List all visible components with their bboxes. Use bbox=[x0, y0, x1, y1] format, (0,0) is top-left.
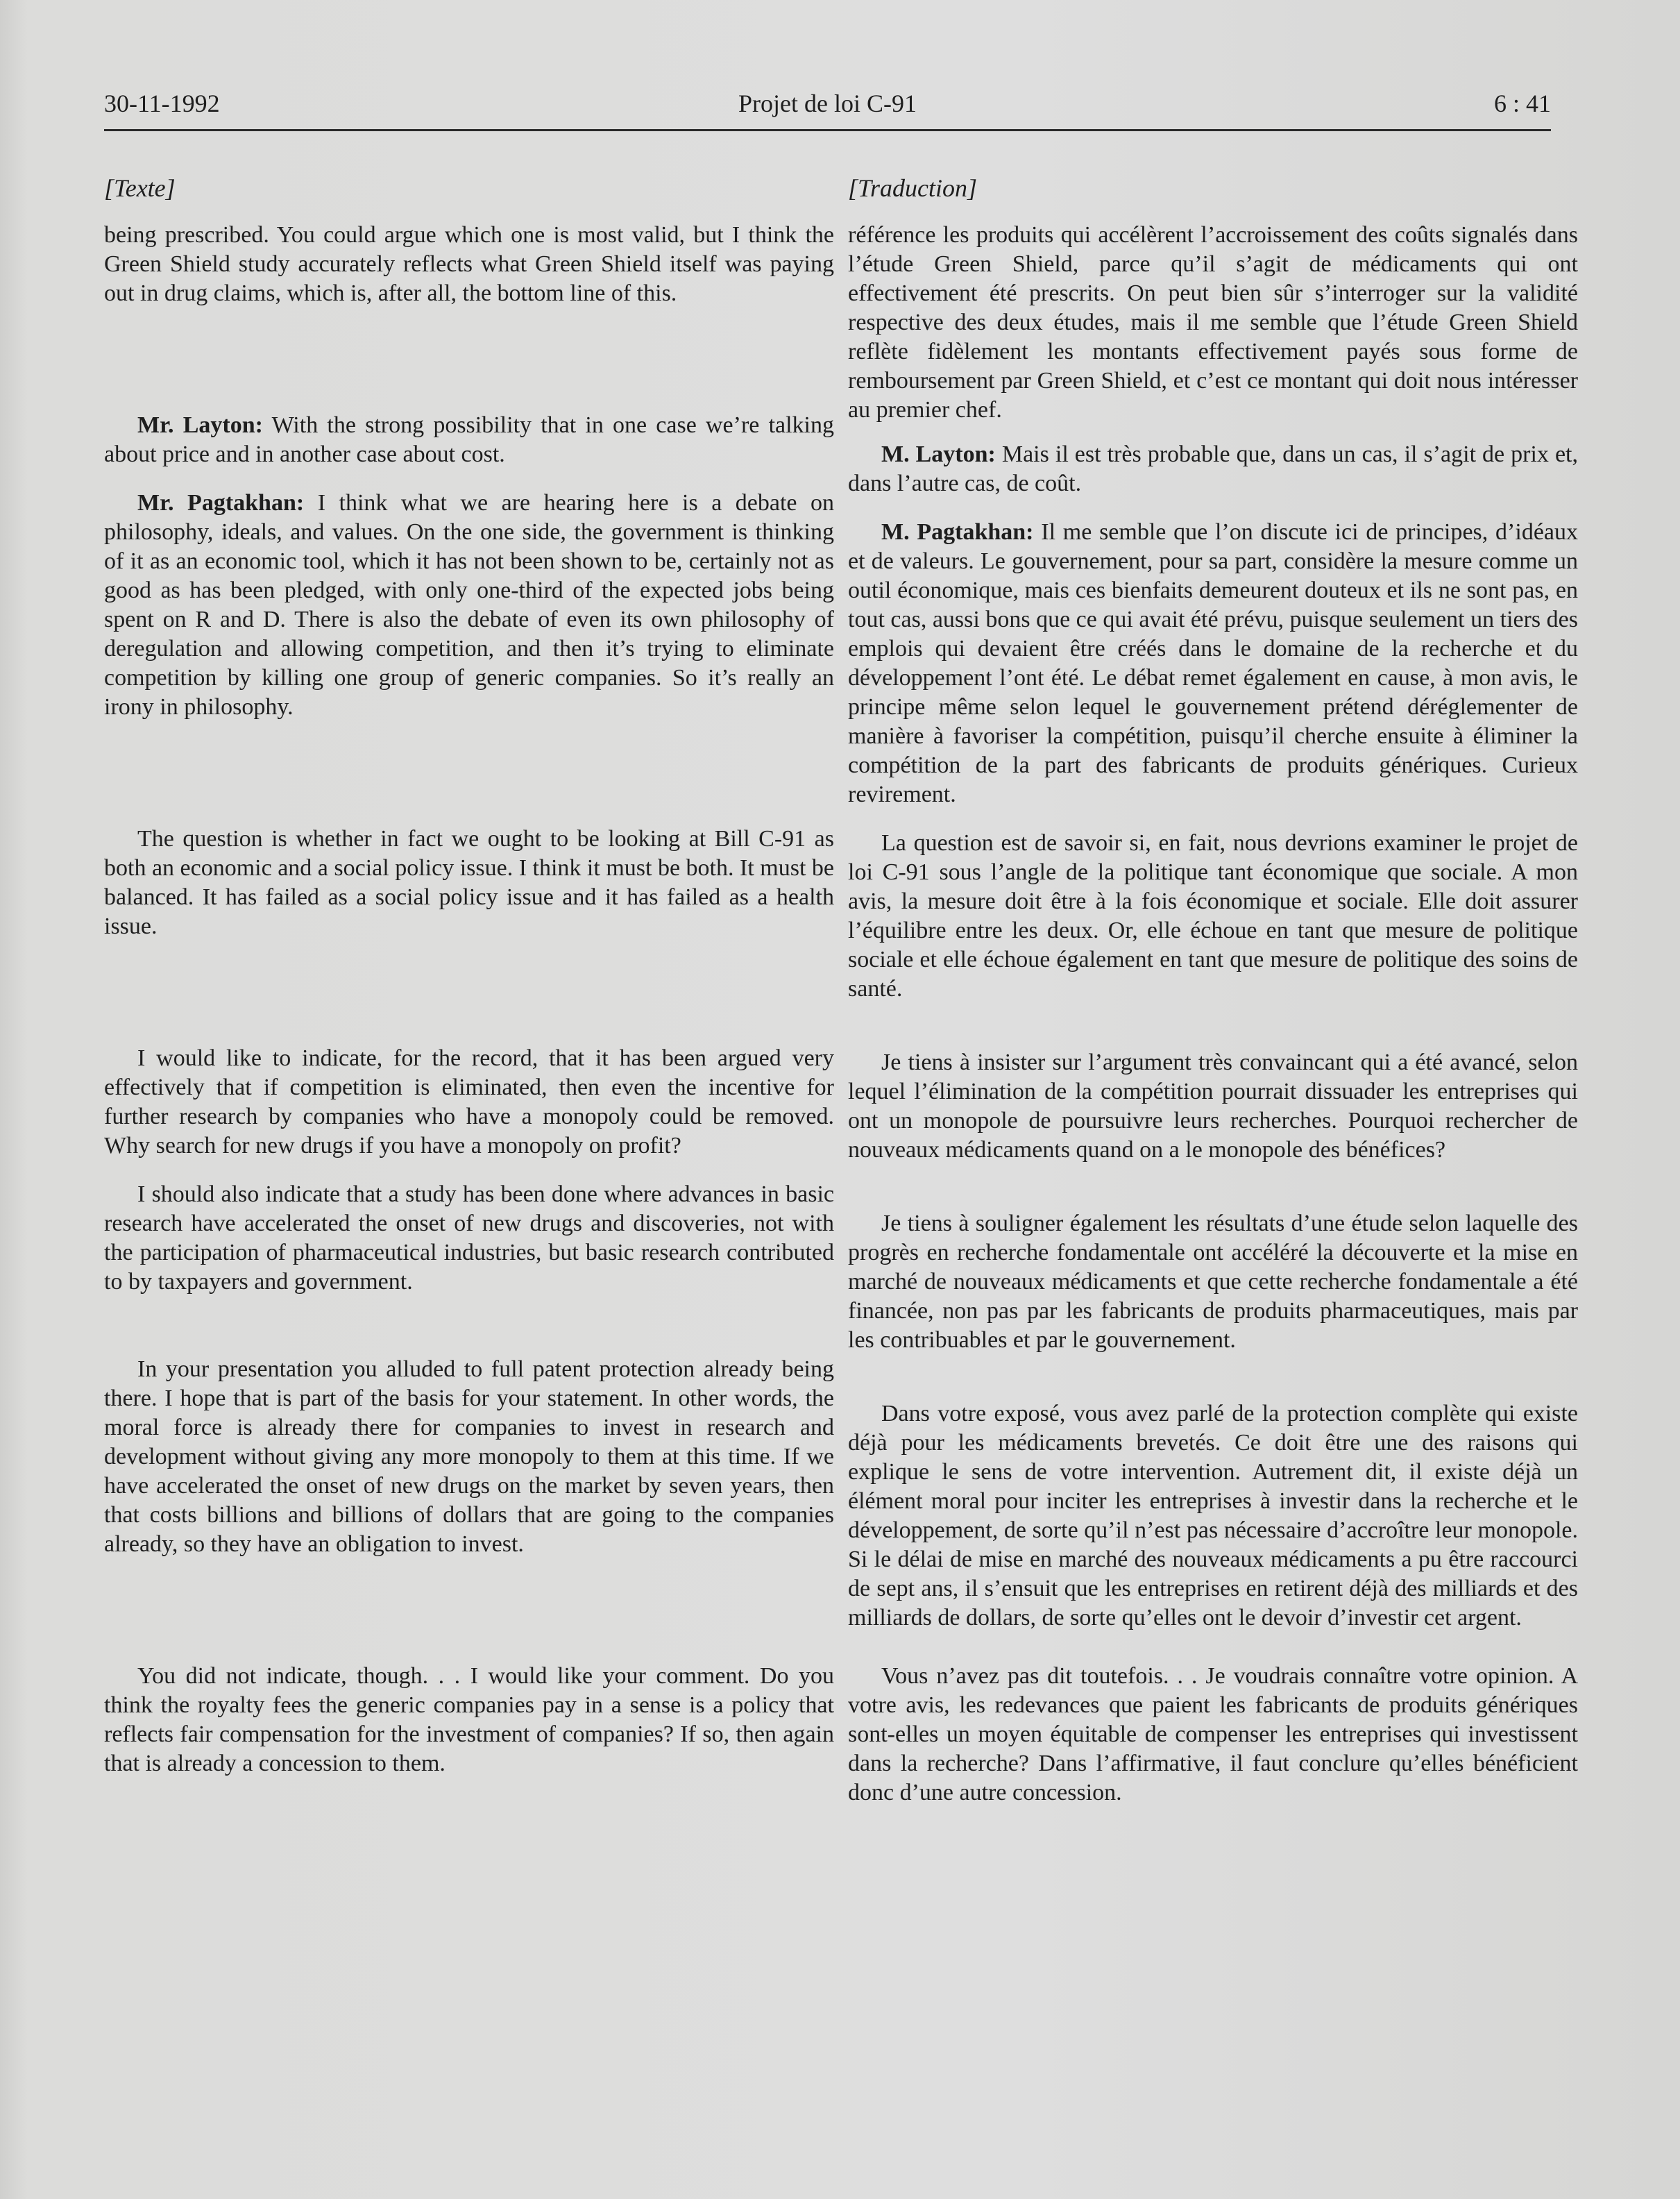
header-rule bbox=[104, 129, 1551, 131]
left-paragraph-5: I would like to indicate, for the record, that it has been argued very effectively that if competition is eliminated, then even the incentive for further research by companies who have a monopoly could be removed. Why search for new drugs if you have a monopoly on profit? bbox=[104, 1045, 834, 1159]
right-paragraph-pagtakhan bbox=[848, 518, 1578, 809]
header-date: 30-11-1992 bbox=[104, 90, 220, 117]
right-paragraph-5: Je tiens à insister sur l’argument très convaincant qui a été avancé, selon lequel l’élimination de la compétition pourrait dissuader les entreprises qui ont un monopole de poursuivre leurs recherches. Pourquoi rechercher de nouveaux médicaments quand on a le monopole des bénéfices? bbox=[848, 1050, 1578, 1163]
right-paragraph-6: Je tiens à souligner également les résultats d’une étude selon laquelle des progrès en recherche fondamentale ont accéléré la découverte et la mise en marché de nouveaux médicaments et que cette recherche fondamentale a été financée, non pas par les fabricants de produits pharmaceutiques, mais par les contribuables et par le gouvernement. bbox=[848, 1211, 1578, 1353]
left-column-english bbox=[104, 174, 834, 1778]
header-page-number: 6 : 41 bbox=[1493, 90, 1551, 117]
speech-text: With the strong possibility that in one case we’re talking about price and in another case about cost. bbox=[104, 412, 835, 467]
left-paragraph-layton bbox=[104, 411, 834, 469]
right-paragraph-8: Vous n’avez pas dit toutefois. . . Je voudrais connaître votre opinion. A votre avis, les redevances que paient les fabricants de produits génériques sont-elles un moyen équitable de compenser les entreprises qui investissent dans la recherche? Dans l’affirmative, il faut conclure qu’elles bénéficient donc d’une autre concession. bbox=[848, 1663, 1578, 1805]
left-paragraph-1: being prescribed. You could argue which one is most valid, but I think the Green Shield study accurately reflects what Green Shield itself was paying out in drug claims, which is, after all, the bottom line of this. bbox=[104, 222, 834, 306]
speaker-name: M. Layton: bbox=[881, 441, 996, 467]
speech-text: Mais il est très probable que, dans un cas, il s’agit de prix et, dans l’autre cas, de coût. bbox=[848, 441, 1578, 496]
speaker-name: Mr. Layton: bbox=[137, 412, 263, 438]
right-paragraph-7: Dans votre exposé, vous avez parlé de la protection complète qui existe déjà pour les médicaments brevetés. Ce doit être une des raisons qui explique le sens de votre intervention. Autrement dit, il existe déjà un élément moral pour inciter les entreprises à investir dans la recherche et le développement, de sorte qu’il n’est pas nécessaire d’accroître leur monopole. Si le délai de mise en marché des nouveaux médicaments a pu être raccourci de sept ans, il s’ensuit que les entreprises en retirent déjà des milliards et des milliards de dollars, de sorte qu’elles ont le devoir d’investir cet argent. bbox=[848, 1401, 1578, 1631]
left-paragraph-6: I should also indicate that a study has been done where advances in basic research have accelerated the onset of new drugs and discoveries, not with the participation of pharmaceutical industries, but basic research contributed to by taxpayers and government. bbox=[104, 1181, 834, 1295]
header-title: Projet de loi C-91 bbox=[738, 90, 917, 117]
right-column-label: [Traduction] bbox=[848, 174, 978, 202]
page-header bbox=[104, 89, 1551, 124]
speech-text: I think what we are hearing here is a debate on philosophy, ideals, and values. On the one side, the government is thinking of it as an economic tool, which it has not been shown to be, certainly not as good as has been pledged, with only one-third of the expected jobs being spent on R and D. There is also the debate of even its own philosophy of deregulation and allowing competition, and then it’s trying to eliminate competition by killing one group of generic companies. So it’s really an irony in philosophy. bbox=[104, 490, 834, 720]
right-paragraph-layton bbox=[848, 440, 1578, 498]
left-paragraph-pagtakhan bbox=[104, 489, 834, 722]
right-paragraph-1: référence les produits qui accélèrent l’accroissement des coûts signalés dans l’étude Green Shield, parce qu’il s’agit de médicaments qui ont effectivement été prescrits. On peut bien sûr s’interroger sur la validité respective des deux études, mais il me semble que l’étude Green Shield reflète fidèlement les montants effectivement payés sous forme de remboursement par Green Shield, et c’est ce montant qui doit nous intéresser au premier chef. bbox=[848, 222, 1578, 423]
speaker-name: M. Pagtakhan: bbox=[881, 519, 1034, 545]
left-paragraph-4: The question is whether in fact we ought to be looking at Bill C-91 as both an economic and a social policy issue. I think it must be both. It must be balanced. It has failed as a social policy issue and it has failed as a health issue. bbox=[104, 826, 834, 939]
right-column-french bbox=[848, 174, 1578, 1808]
left-column-label: [Texte] bbox=[104, 174, 176, 202]
speaker-name: Mr. Pagtakhan: bbox=[137, 490, 305, 516]
right-paragraph-4: La question est de savoir si, en fait, nous devrions examiner le projet de loi C-91 sous l’angle de la politique tant économique que sociale. A mon avis, la mesure doit être à la fois économique et sociale. Elle doit assurer l’équilibre entre les deux. Or, elle échoue en tant que mesure de politique sociale et elle échoue également en tant que mesure de politique des soins de santé. bbox=[848, 830, 1578, 1002]
speech-text: Il me semble que l’on discute ici de principes, d’idéaux et de valeurs. Le gouvernement, pour sa part, considère la mesure comme un outil économique, mais ces bienfaits demeurent douteux et ils ne sont pas, en tout cas, aussi bons que ce qui avait été prévu, puisque seulement un tiers des emplois qui devaient être créés dans le domaine de la recherche et du développement l’ont été. Le débat remet également en cause, à mon avis, le principe même selon lequel le gouvernement prétend déréglementer de manière à favoriser la compétition, puisqu’il cherche ensuite à éliminer la compétition de la part des fabricants de produits génériques. Curieux revirement. bbox=[848, 519, 1578, 807]
left-paragraph-7: In your presentation you alluded to full patent protection already being there. I hope that is part of the basis for your statement. In other words, the moral force is already there for companies to invest in research and development without giving any more monopoly to them at this time. If we have accelerated the onset of new drugs on the market by seven years, then that costs billions and billions of dollars that are going to the companies already, so they have an obligation to invest. bbox=[104, 1356, 834, 1557]
left-paragraph-8: You did not indicate, though. . . I would like your comment. Do you think the royalty fees the generic companies pay in a sense is a policy that reflects fair compensation for the investment of companies? If so, then again that is already a concession to them. bbox=[104, 1663, 834, 1776]
